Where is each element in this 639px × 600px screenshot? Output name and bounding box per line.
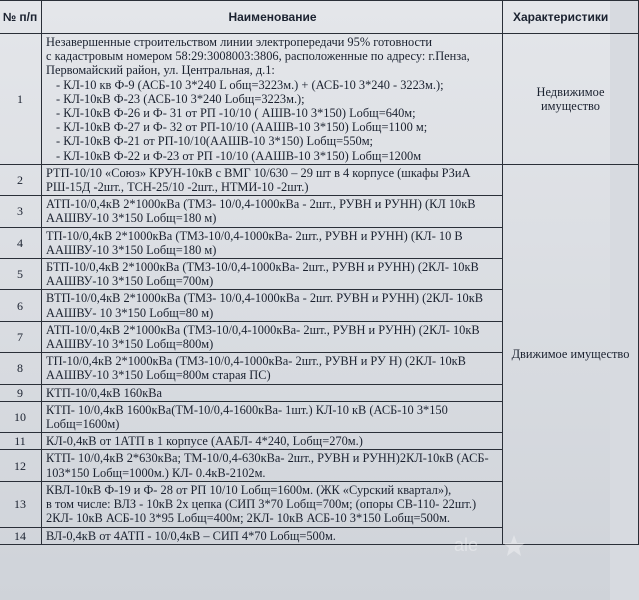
description-line: ВТП-10/0,4кВ 2*1000кВа (ТМЗ- 10/0,4-1000кВа - 2шт. РУВН и РУНН) (2КЛ- 10кВ xyxy=(46,291,483,306)
header-char: Характеристики xyxy=(503,1,639,34)
description-line: - КЛ-10кВ Ф-21 от РП-10/10(ААШВ-10 3*150) Lобщ=550м; xyxy=(56,134,373,149)
row-description xyxy=(42,164,503,195)
description-line: ААШВУ-10 3*150 Lобщ=180 м) xyxy=(46,211,217,226)
header-name: Наименование xyxy=(42,1,503,34)
description-line: Незавершенные строительством линии электропередачи 95% готовности xyxy=(46,35,433,49)
description-line: БТП-10/0,4кВ 2*1000кВа (ТМЗ-10/0,4-1000кВа- 2шт., РУВН и РУНН) (2КЛ- 10кВ xyxy=(46,260,479,275)
description-line: РТП-10/10 «Союз» КРУН-10кВ с ВМГ 10/630 – 29 шт в 4 корпусе (шкафы РЗиА xyxy=(46,165,471,180)
row-number: 3 xyxy=(0,196,42,227)
description-line: - КЛ-10 кв Ф-9 (АСБ-10 3*240 L общ=3223м.) + (АСБ-10 3*240 - 3223м.); xyxy=(56,77,444,92)
row-number: 12 xyxy=(0,450,42,481)
row-description xyxy=(42,227,503,258)
description-line: ААШВУ-10 3*150 Lобщ=800м) xyxy=(46,337,214,352)
row-number: 9 xyxy=(0,384,42,401)
table-header-row xyxy=(0,1,639,34)
table-body xyxy=(0,34,639,545)
description-line: 2КЛ- 10кВ АСБ-10 3*95 Lобщ=400м; 2КЛ- 10кВ АСБ-10 3*150 Lобщ=500м. xyxy=(46,511,451,526)
row-description xyxy=(42,527,503,544)
row-description xyxy=(42,401,503,432)
description-line: КТП-10/0,4кВ 160кВа xyxy=(46,385,162,400)
row-description xyxy=(42,353,503,384)
row-description xyxy=(42,481,503,527)
row-number: 1 xyxy=(0,34,42,165)
row-number: 6 xyxy=(0,290,42,321)
description-line: - КЛ-10кВ Ф-26 и Ф- 31 от РП -10/10 ( АШВ-10 3*150) Lобщ=640м; xyxy=(56,106,416,121)
row-description xyxy=(42,433,503,450)
description-line: ААШВУ-10 3*150 Lобщ=700м) xyxy=(46,274,214,289)
row-description xyxy=(42,450,503,481)
row-description xyxy=(42,259,503,290)
row-description xyxy=(42,196,503,227)
description-line: - КЛ-10кВ Ф-22 и Ф-23 от РП -10/10 (ААШВ-10 3*150) Lобщ=1200м xyxy=(56,148,422,163)
description-line: с кадастровым номером 58:29:3008003:3806, расположенные по адресу: г.Пенза, xyxy=(46,49,470,64)
row-number: 8 xyxy=(0,353,42,384)
description-line: ААШВУ- 10 3*150 Lобщ=80 м) xyxy=(46,305,214,320)
description-line: АТП-10/0,4кВ 2*1000кВа (ТМЗ-10/0,4-1000кВа- 2шт., РУВН и РУНН) (2КЛ- 10кВ xyxy=(46,322,480,337)
description-line: ТП-10/0,4кВ 2*1000кВа (ТМЗ-10/0,4-1000кВа- 2шт., РУВН и РУ Н) (2КЛ- 10кВ xyxy=(46,354,466,369)
table-row xyxy=(0,164,639,195)
description-line: ТП-10/0,4кВ 2*1000кВа (ТМЗ-10/0,4-1000кВа- 2шт., РУВН и РУНН) (КЛ- 10 В xyxy=(46,228,463,243)
row-number: 10 xyxy=(0,401,42,432)
description-line: Lобщ=1600м) xyxy=(46,417,120,432)
row-number: 5 xyxy=(0,259,42,290)
description-line: в том числе: ВЛЗ - 10кВ 2х цепка (СИП 3*70 Lобщ=700м; (опоры СВ-110- 22шт.) xyxy=(46,497,477,512)
description-line: ААШВУ-10 3*150 Lобщ=800м старая ПС) xyxy=(46,368,271,383)
row-number: 11 xyxy=(0,433,42,450)
description-line: 103*150 Lобщ=1000м.) КЛ- 0.4кВ-2102м. xyxy=(46,465,266,480)
row-number: 13 xyxy=(0,481,42,527)
characteristic-movable: Движимое имущество xyxy=(503,164,639,544)
row-number: 4 xyxy=(0,227,42,258)
row-number: 14 xyxy=(0,527,42,544)
description-line: РШ-15Д -2шт., ТСН-25/10 -2шт., НТМИ-10 -2шт.) xyxy=(46,180,309,195)
row-description xyxy=(42,290,503,321)
row-description xyxy=(42,34,503,165)
description-line: - КЛ-10кВ Ф-23 (АСБ-10 3*240 Lобщ=3223м.); xyxy=(56,91,305,106)
description-line: - КЛ-10кВ Ф-27 и Ф- 32 от РП-10/10 (ААШВ-10 3*150) Lобщ=1100 м; xyxy=(56,120,428,135)
description-line: КТП- 10/0,4кВ 1600кВа(ТМ-10/0,4-1600кВа- 1шт.) КЛ-10 кВ (АСБ-10 3*150 xyxy=(46,402,448,417)
description-line: КЛ-0,4кВ от 1АТП в 1 корпусе (ААБЛ- 4*240, Lобщ=270м.) xyxy=(46,434,363,449)
row-number: 2 xyxy=(0,164,42,195)
header-num: № п/п xyxy=(0,1,42,34)
description-line: АТП-10/0,4кВ 2*1000кВа (ТМЗ- 10/0,4-1000кВа - 2шт., РУВН и РУНН) (КЛ 10кВ xyxy=(46,197,476,212)
description-line: ААШВУ-10 3*150 Lобщ=180 м) xyxy=(46,242,217,257)
description-line: Первомайский район, ул. Центральная, д.1: xyxy=(46,63,275,78)
table-row xyxy=(0,34,639,165)
description-line: ВЛ-0,4кВ от 4АТП - 10/0,4кВ – СИП 4*70 Lобщ=500м. xyxy=(46,528,336,543)
row-number: 7 xyxy=(0,321,42,352)
svg-text:ale: ale xyxy=(454,535,479,555)
row-description xyxy=(42,321,503,352)
description-line: КТП- 10/0,4кВ 2*630кВа; ТМ-10/0,4-630кВа- 2шт., РУВН и РУНН)2КЛ-10кВ (АСБ- xyxy=(46,451,489,466)
row-description xyxy=(42,384,503,401)
description-line: КВЛ-10кВ Ф-19 и Ф- 28 от РП 10/10 Lобщ=1600м. (ЖК «Сурский квартал»), xyxy=(46,482,452,497)
characteristic-realty: Недвижимое имущество xyxy=(503,34,639,165)
